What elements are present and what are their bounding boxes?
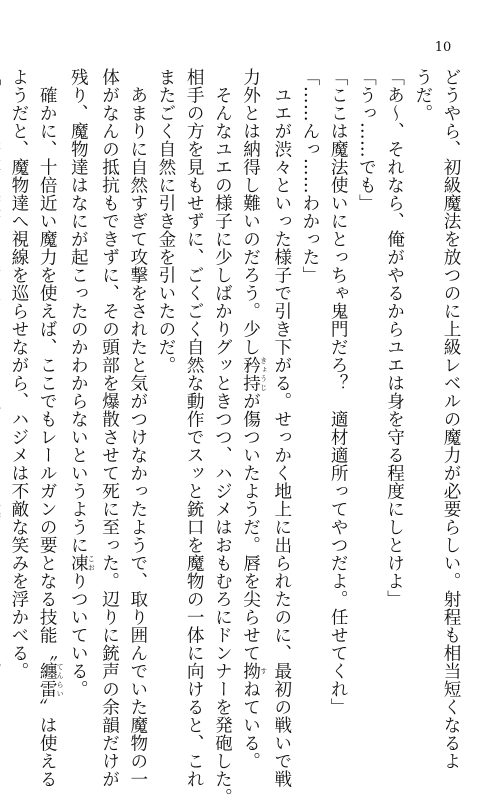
- text-line: どうやら、初級魔法を放つのに上級レベルの魔力が必要らしい。射程も相当短くなるよ: [441, 68, 461, 770]
- text-line: 力外とは納得し難いのだろう。少し矜持 きょうじが傷ついたようだ。唇を尖らせて拗 すねている。: [240, 68, 268, 770]
- furigana-word: 拗 す: [240, 662, 268, 680]
- furigana-reading: こお: [87, 554, 96, 572]
- text-line: 確かに、十倍近い魔力を使えば、ここでもレールガンの要となる技能〝纏雷 てんらい〟は使える: [37, 68, 65, 788]
- text-line: またごく自然に引き金を引いたのだ。: [155, 68, 176, 374]
- text-line: [0, 68, 5, 680]
- page-number: 10: [434, 40, 452, 55]
- text-line: 残り、魔物達はなにが起こったのかわからないというように凍 こおりついている。: [68, 68, 96, 698]
- text-line: ユエが渋々といった様子で引き下がる。せっかく地上に出られたのに、最初の戦いで戦: [271, 68, 292, 788]
- text-line: 「ここは魔法使いにとっちゃ鬼門だろ？ 適材適所ってやつだよ。任せてくれ」: [328, 68, 349, 716]
- text-line: うだ。: [412, 68, 433, 122]
- vertical-text-body: [8, 68, 465, 806]
- text-line: そんなユエの様子に少しばかりグッときつつ、ハジメはおもむろにドンナーを発砲した。: [212, 68, 233, 806]
- text-line: 「あ〜、それなら、俺がやるからユエは身を守る程度にしとけよ」: [384, 68, 405, 608]
- furigana-word: 凍 こお: [68, 554, 96, 572]
- text-line: 「……んっ……わかった」: [299, 68, 320, 284]
- text-line: 体がなんの抵抗もできずに、その頭部を爆散させて死に至った。辺りに銃声の余韻だけが: [99, 68, 120, 788]
- text-line: 相手の方を見もせずに、ごくごく自然な動作でスッと銃口を魔物の一体に向けると、これ: [184, 68, 205, 788]
- text-line: ようだと、魔物達へ視線を巡らせながら、ハジメは不敵な笑みを浮かべる。: [8, 68, 29, 680]
- furigana-word: 矜持 きょうじ: [240, 356, 268, 392]
- furigana-reading: す: [259, 662, 268, 680]
- furigana-word: 纏雷 てんらい: [37, 662, 65, 698]
- furigana-reading: てんらい: [56, 662, 65, 698]
- text-line: あまりに自然すぎて攻撃をされたと気がつけなかったようで、取り囲んでいた魔物の一: [127, 68, 148, 788]
- text-line: 「うっ……でも」: [356, 68, 377, 212]
- furigana-reading: きょうじ: [259, 356, 268, 392]
